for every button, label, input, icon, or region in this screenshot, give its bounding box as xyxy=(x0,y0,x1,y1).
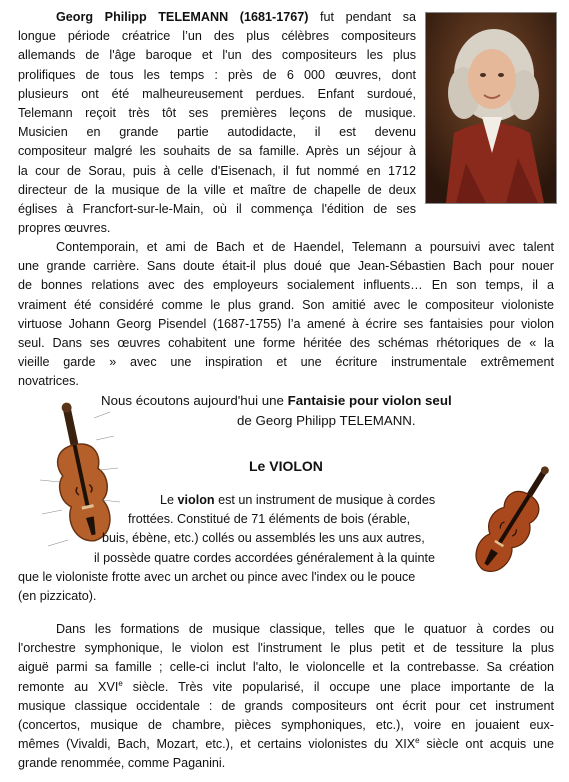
text-line: Telemann reçoit très tôt ses premières leçons de musique. xyxy=(18,106,416,121)
text-line: mêmes (Vivaldi, Bach, Mozart, etc.), et certains violonistes du XIXe siècle ont acquis une xyxy=(18,736,554,752)
text-line: longue période créatrice l’un des plus célèbres compositeurs xyxy=(18,29,416,44)
violin-paragraph xyxy=(18,491,468,606)
text-line: l'orchestre symphonique, le violon est l'instrument le plus petit et de tessiture la plus xyxy=(18,641,554,656)
text-line: compositeur malgré les souhaits de sa famille. Après un séjour à xyxy=(18,144,416,159)
text-line: (concertos, musique de chambre, pièces symphoniques, etc.), voire en jouaient eux- xyxy=(18,718,554,733)
text-line: il possède quatre cordes accordées généralement à la quinte xyxy=(94,550,435,565)
violin-photo-image xyxy=(467,458,557,588)
text-line: églises à Francfort-sur-le-Main, où il commença l'édition de ses xyxy=(18,202,416,217)
section-heading: Le VIOLON xyxy=(249,458,323,474)
text-line: virtuose Johann Georg Pisendel (1687-1755) l’a amené à écrire ses fantaisies pour violon xyxy=(18,316,554,331)
career-paragraph xyxy=(18,238,554,392)
text-line: buis, ébène, etc.) collés ou assemblés les uns aux autres, xyxy=(102,531,425,546)
telemann-portrait xyxy=(425,12,557,204)
text-line: grande renommée, comme Paganini. xyxy=(18,756,226,771)
text-line: prolifiques de tous les temps : près de 6 000 œuvres, dont xyxy=(18,67,416,82)
text-line: une grande carrière. Sans doute était-il plus doué que Jean-Sébastien Bach pour nouer xyxy=(18,259,554,274)
text-line: vieille garde » avec une inspiration et une écriture instrumentale extrêmement xyxy=(18,355,554,370)
text-line: Georg Philipp TELEMANN (1681-1767) fut pendant sa xyxy=(56,10,416,24)
text-line: de bonnes relations avec des employeurs socialement influents… En son temps, il a xyxy=(18,278,554,293)
text-line: Contemporain, et ami de Bach et de Haendel, Telemann a poursuivi avec talent xyxy=(56,240,554,254)
text-line: plusieurs ont été malheureusement perdues. Enfant surdoué, xyxy=(18,86,416,101)
portrait-image xyxy=(426,13,556,203)
text-line: directeur de la musique de la ville et maître de chapelle de deux xyxy=(18,182,416,197)
orchestra-paragraph xyxy=(18,620,554,774)
text-line: musique classique occidentale : de grands compositeurs ont écrit pour cet instrument xyxy=(18,698,554,713)
text-line: remonte au XVIe siècle. Très vite popularisé, il occupe une place importante de la xyxy=(18,678,554,694)
text-line: la cour de Sorau, puis à celle d'Eisenach, il fut nommé en 1712 xyxy=(18,163,416,178)
text-line: novatrices. xyxy=(18,374,79,389)
text-line: frottées. Constitué de 71 éléments de bois (érable, xyxy=(128,512,411,527)
text-line: seul. Dans ses œuvres cohabitent une forme héritée des schémas rhétoriques de « la xyxy=(18,336,554,351)
text-line: (en pizzicato). xyxy=(18,589,97,604)
violin-photo xyxy=(467,458,557,588)
composer-name: Georg Philipp TELEMANN (1681-1767) xyxy=(56,10,309,24)
text-line: aiguë parmi sa famille ; celle-ci inclut l'alto, le violoncelle et la contrebasse. Sa création xyxy=(18,660,554,675)
text-line: Musicien en grande partie autodidacte, il est devenu xyxy=(18,125,416,140)
text-line: propres œuvres. xyxy=(18,221,111,236)
work-title: Fantaisie pour violon seul xyxy=(287,393,452,408)
text-line: allemands de l'âge baroque et l'un des compositeurs les plus xyxy=(18,48,416,63)
text-line: Le violon est un instrument de musique à cordes xyxy=(160,493,436,507)
text-line: Dans les formations de musique classique, telles que le quatuor à cordes ou xyxy=(56,622,554,636)
listening-note-composer: de Georg Philipp TELEMANN. xyxy=(237,413,416,428)
intro-paragraph xyxy=(18,8,416,238)
listening-note: Nous écoutons aujourd'hui une Fantaisie pour violon seul xyxy=(101,393,452,408)
text-line: vraiment été considéré comme le plus grand. Son amitié avec le compositeur violoniste xyxy=(18,297,554,312)
text-line: que le violoniste frotte avec un archet ou pince avec l'index ou le pouce xyxy=(18,569,416,584)
